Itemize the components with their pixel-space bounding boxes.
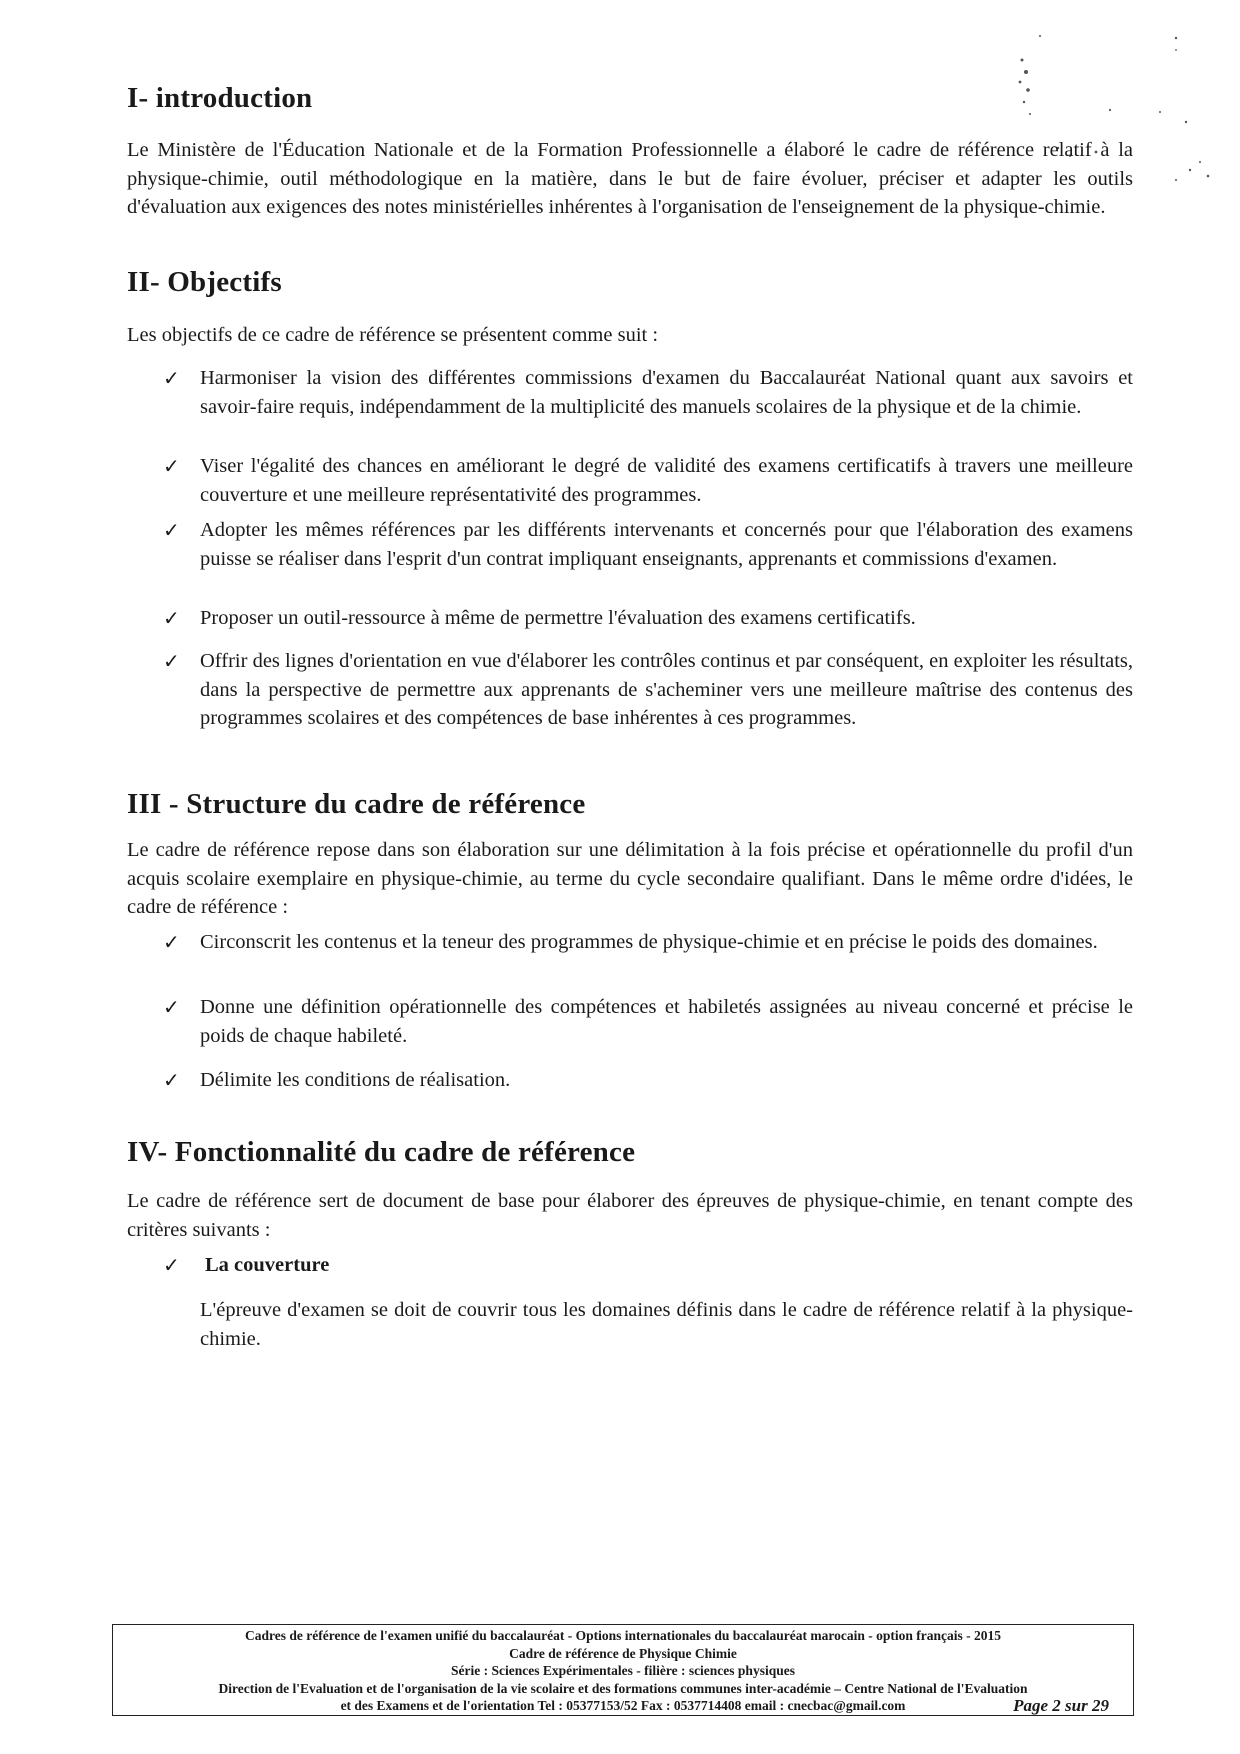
introduction-paragraph: Le Ministère de l'Éducation Nationale et de la Formation Professionnelle a élaboré le cadre de référence relatif à la physique-chimie, outil méthodologique en la matière, dans le but de faire évoluer, préciser et adapter les outils d'évaluation aux exigences des notes ministérielles inhérentes à l'organisation de l'enseignement de la physique-chimie. [127, 139, 1133, 218]
footer-line-4: Direction de l'Evaluation et de l'organisation de la vie scolaire et des formations communes inter-académie – Centre National de l'Evaluation [218, 1680, 1028, 1696]
objectif-item [163, 604, 1133, 633]
section-title-fonctionnalite: IV- Fonctionnalité du cadre de référence [127, 1136, 636, 1168]
check-icon: ✓ [163, 366, 180, 390]
structure-item [163, 1066, 1133, 1095]
objectif-text: Viser l'égalité des chances en améliorant le degré de validité des examens certificatifs à travers une meilleure couverture et une meilleure représentativité des programmes. [200, 455, 1133, 506]
footer-line-5: et des Examens et de l'orientation Tel : 05377153/52 Fax : 0537714408 email : cnecbac@gmail.com [340, 1698, 906, 1713]
section-title-objectifs: II- Objectifs [127, 266, 282, 298]
objectif-item [163, 364, 1133, 421]
fonctionnalite-intro: Le cadre de référence sert de document de base pour élaborer des épreuves de physique-chimie, en tenant compte des critères suivants : [127, 1190, 1133, 1241]
footer-line-1: Cadres de référence de l'examen unifié du baccalauréat - Options internationales du baccalauréat marocain - option français - 2015 [245, 1628, 1001, 1643]
check-icon: ✓ [163, 454, 180, 478]
check-icon: ✓ [163, 518, 180, 542]
structure-item [163, 993, 1133, 1050]
objectif-text: Adopter les mêmes références par les différents intervenants et concernés pour que l'élaboration des examens puisse se réaliser dans l'esprit d'un contrat impliquant enseignants, apprenants et commissions d'examen. [200, 519, 1133, 570]
objectif-text: Proposer un outil-ressource à même de permettre l'évaluation des examens certificatifs. [200, 607, 916, 629]
structure-intro: Le cadre de référence repose dans son élaboration sur une délimitation à la fois précise et opérationnelle du profil d'un acquis scolaire exemplaire en physique-chimie, au terme du cycle secondaire qualifiant. Dans le même ordre d'idées, le cadre de référence : [127, 839, 1133, 918]
footer-line-3: Série : Sciences Expérimentales - filière : sciences physiques [451, 1663, 795, 1678]
check-icon: ✓ [163, 606, 180, 630]
page-footer [112, 1624, 1134, 1716]
check-icon: ✓ [163, 930, 180, 954]
check-icon: ✓ [163, 1253, 180, 1277]
section-title-introduction: I- introduction [127, 82, 313, 114]
check-icon: ✓ [163, 995, 180, 1019]
critere-description: L'épreuve d'examen se doit de couvrir tous les domaines définis dans le cadre de référence relatif à la physique-chimie. [200, 1299, 1133, 1350]
structure-text: Délimite les conditions de réalisation. [200, 1069, 511, 1091]
objectifs-intro: Les objectifs de ce cadre de référence se présentent comme suit : [127, 324, 659, 346]
objectif-text: Harmoniser la vision des différentes commissions d'examen du Baccalauréat National quant aux savoirs et savoir-faire requis, indépendamment de la multiplicité des manuels scolaires de la physique et de la chimie. [200, 367, 1133, 418]
structure-item [163, 928, 1133, 957]
objectif-item [163, 516, 1133, 573]
critere-title: La couverture [205, 1254, 330, 1276]
structure-text: Donne une définition opérationnelle des compétences et habiletés assignées au niveau concerné et précise le poids de chaque habileté. [200, 996, 1133, 1047]
check-icon: ✓ [163, 1068, 180, 1092]
section-title-structure: III - Structure du cadre de référence [127, 788, 586, 820]
objectif-item [163, 452, 1133, 509]
page-number: Page 2 sur 29 [1013, 1696, 1109, 1715]
objectif-text: Offrir des lignes d'orientation en vue d'élaborer les contrôles continus et par conséquent, en exploiter les résultats, dans la perspective de permettre aux apprenants de s'acheminer vers une meilleure maîtrise des contenus des programmes scolaires et des compétences de base inhérentes à ces programmes. [200, 650, 1133, 729]
critere-item [163, 1251, 1133, 1280]
check-icon: ✓ [163, 649, 180, 673]
structure-text: Circonscrit les contenus et la teneur des programmes de physique-chimie et en précise le poids des domaines. [200, 931, 1098, 953]
objectif-item [163, 647, 1133, 733]
footer-line-5-container [113, 1697, 1133, 1715]
footer-line-2: Cadre de référence de Physique Chimie [509, 1645, 737, 1661]
